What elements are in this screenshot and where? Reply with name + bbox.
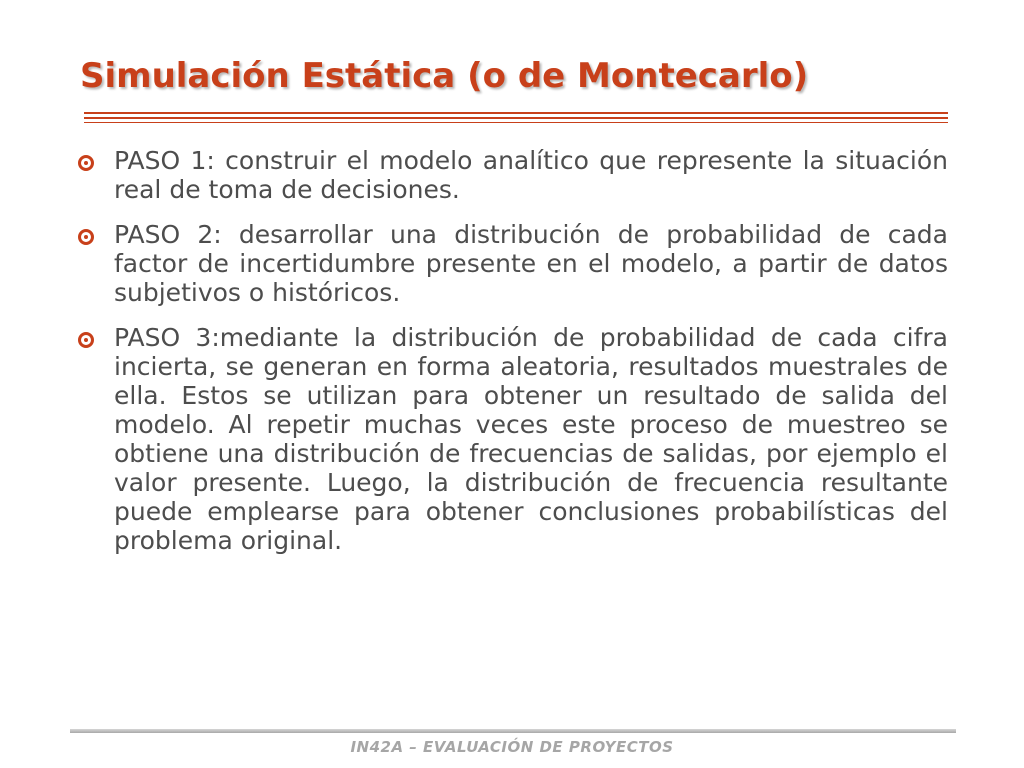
title-underline (84, 122, 948, 123)
bullet-text: PASO 1: construir el modelo analítico que represente la situación real de toma de decisiones. (114, 146, 948, 204)
title-underline (84, 117, 948, 119)
bullet-list (72, 146, 948, 571)
circle-dot-icon (78, 155, 94, 171)
bullet-text: PASO 3:mediante la distribución de probabilidad de cada cifra incierta, se generan en forma aleatoria, resultados muestrales de ella. Estos se utilizan para obtener un resultado de salida del modelo. Al repetir muchas veces este proceso de muestreo se obtiene una distribución de frecuencias de salidas, por ejemplo el valor presente. Luego, la distribución de frecuencia resultante puede emplearse para obtener conclusiones probabilísticas del problema original. (114, 323, 948, 555)
title-underline (84, 112, 948, 114)
circle-dot-icon (78, 332, 94, 348)
footer-divider (70, 729, 956, 733)
bullet-item-paso-2 (72, 220, 948, 307)
circle-dot-icon (78, 229, 94, 245)
bullet-item-paso-1 (72, 146, 948, 204)
slide-title: Simulación Estática (o de Montecarlo) (80, 56, 809, 96)
bullet-item-paso-3 (72, 323, 948, 555)
footer-course-label: IN42A – EVALUACIÓN DE PROYECTOS (350, 738, 674, 756)
bullet-text: PASO 2: desarrollar una distribución de probabilidad de cada factor de incertidumbre presente en el modelo, a partir de datos subjetivos o históricos. (114, 220, 948, 307)
